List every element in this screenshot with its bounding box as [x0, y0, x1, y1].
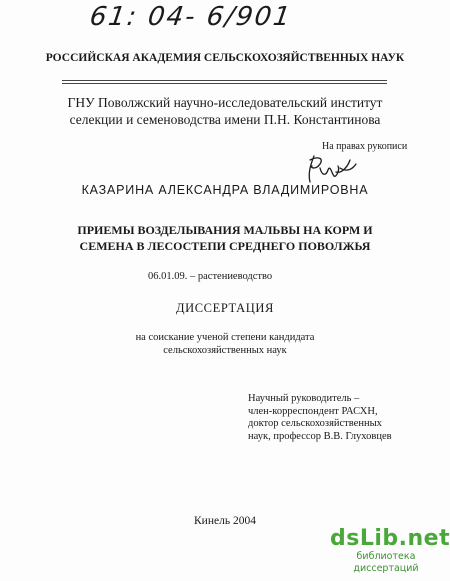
- handwritten-signature: [300, 152, 360, 184]
- watermark-logo: dsLib.net: [330, 526, 450, 551]
- title-line-1: ПРИЕМЫ ВОЗДЕЛЫВАНИЯ МАЛЬВЫ НА КОРМ И: [77, 223, 373, 237]
- degree-line-1: на соискание ученой степени кандидата: [135, 332, 315, 343]
- institute-line-2: селекции и семеноводства имени П.Н. Константинова: [69, 112, 381, 127]
- divider-line-bottom: [62, 83, 387, 84]
- dissertation-title: [0, 222, 450, 254]
- rights-note: На правах рукописи: [322, 141, 408, 152]
- city-and-year: Кинель 2004: [194, 515, 256, 527]
- degree-description: [0, 331, 450, 357]
- degree-line-2: сельскохозяйственных наук: [163, 345, 287, 356]
- author-name: КАЗАРИНА АЛЕКСАНДРА ВЛАДИМИРОВНА: [81, 183, 369, 197]
- specialty-code: 06.01.09. – растениеводство: [148, 271, 273, 282]
- institute-line-1: ГНУ Поволжский научно-исследовательский институт: [67, 95, 383, 110]
- academy-name: РОССИЙСКАЯ АКАДЕМИЯ СЕЛЬСКОХОЗЯЙСТВЕННЫХ НАУК: [45, 52, 405, 64]
- dslib-watermark: [330, 526, 450, 575]
- supervisor-line: Научный руководитель –: [248, 393, 360, 404]
- supervisor-block: [248, 393, 392, 443]
- supervisor-line: доктор сельскохозяйственных: [248, 418, 382, 429]
- watermark-subtitle: библиотека диссертаций: [353, 551, 419, 574]
- handwritten-archive-number: 61: 04- 6/901: [87, 2, 294, 32]
- supervisor-line: член-корреспондент РАСХН,: [248, 405, 378, 417]
- work-type: ДИССЕРТАЦИЯ: [175, 301, 274, 315]
- title-line-2: СЕМЕНА В ЛЕСОСТЕПИ СРЕДНЕГО ПОВОЛЖЬЯ: [79, 239, 371, 253]
- supervisor-line: наук, профессор В.В. Глуховцев: [248, 430, 392, 442]
- divider-line-top: [62, 80, 387, 81]
- institute-name: [0, 94, 450, 128]
